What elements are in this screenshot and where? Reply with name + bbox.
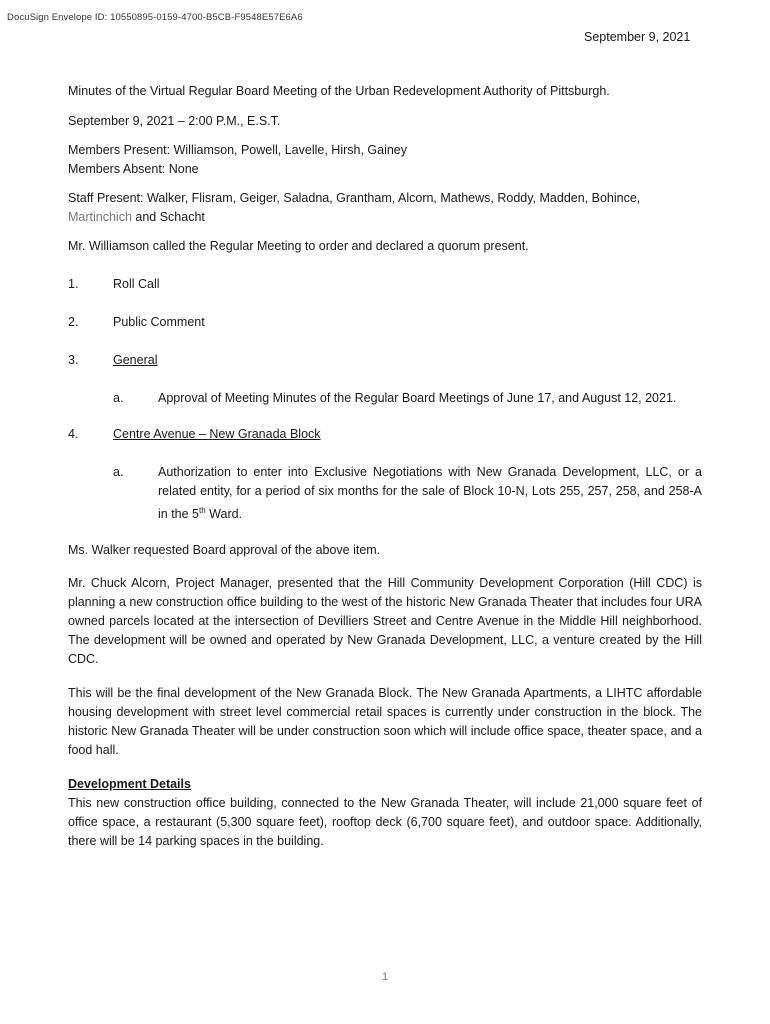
call-to-order: Mr. Williamson called the Regular Meeting to order and declared a quorum present. [68,239,529,253]
final-development-paragraph: This will be the final development of the New Granada Block. The New Granada Apartments, a LIHTC affordable housing development with street level commercial retail spaces is currently under construction in the block. The historic New Granada Theater will be under construction soon which will include office space, theater space, and a food hall. [68,686,702,758]
staff-present-martinchich: Martinchich [68,210,132,224]
agenda-item-label: Roll Call [113,277,160,291]
walker-request: Ms. Walker requested Board approval of the above item. [68,543,381,558]
members-present: Members Present: Williamson, Powell, Lavelle, Hirsh, Gainey [68,143,408,157]
agenda-item-2 [68,313,702,332]
meeting-datetime: September 9, 2021 – 2:00 P.M., E.S.T. [68,114,281,128]
sub-item-text [158,463,702,524]
agenda-item-1 [68,275,702,294]
agenda-item-number: 1. [68,277,79,291]
agenda-item-label: Centre Avenue – New Granada Block [113,427,321,441]
agenda-item-label: General [113,353,158,367]
staff-present-main: Staff Present: Walker, Flisram, Geiger, Saladna, Grantham, Alcorn, Mathews, Roddy, Madden, Bohince, [68,191,641,205]
sub-item-letter: a. [113,465,124,479]
agenda-item-label: Public Comment [113,315,205,329]
members-absent: Members Absent: None [68,162,199,176]
agenda-item-4a [68,463,702,524]
ordinal-suffix: th [199,506,206,515]
development-details-heading: Development Details [68,777,191,792]
development-details-text: This new construction office building, connected to the New Granada Theater, will include 21,000 square feet of office space, a restaurant (5,300 square feet), rooftop deck (6,700 square feet), and outdoor space. Additionally, there will be 14 parking spaces in the building. [68,796,702,849]
agenda-item-number: 4. [68,427,79,441]
sub-item-text-tail: Ward. [205,507,243,522]
sub-item-text: Approval of Meeting Minutes of the Regular Board Meetings of June 17, and August 12, 2021. [158,391,677,405]
agenda-item-number: 2. [68,315,79,329]
minutes-title: Minutes of the Virtual Regular Board Meeting of the Urban Redevelopment Authority of Pittsburgh. [68,84,610,98]
alcorn-presentation: Mr. Chuck Alcorn, Project Manager, presented that the Hill Community Development Corporation (Hill CDC) is planning a new construction office building to the west of the historic New Granada Theater that includes four URA owned parcels located at the intersection of Devilliers Street and Centre Avenue in the Middle Hill neighborhood. The development will be owned and operated by New Granada Development, LLC, a venture created by the Hill CDC. [68,576,702,667]
minutes-body [68,82,702,851]
agenda-item-3a [68,389,702,408]
docusign-envelope-id: DocuSign Envelope ID: 10550895-0159-4700-B5CB-F9548E57E6A6 [7,12,303,23]
agenda-item-3 [68,351,702,370]
agenda-item-number: 3. [68,353,79,367]
agenda-item-4 [68,425,702,444]
page-number: 1 [381,971,389,983]
staff-present [68,189,702,227]
document-date: September 9, 2021 [584,30,691,44]
staff-present-tail: and Schacht [131,210,205,224]
sub-item-text-main: Authorization to enter into Exclusive Negotiations with New Granada Development, LLC, or a related entity, for a period of six months for the sale of Block 10-N, Lots 255, 257, 258, and 258-A in the 5 [158,465,702,522]
sub-item-letter: a. [113,391,124,405]
